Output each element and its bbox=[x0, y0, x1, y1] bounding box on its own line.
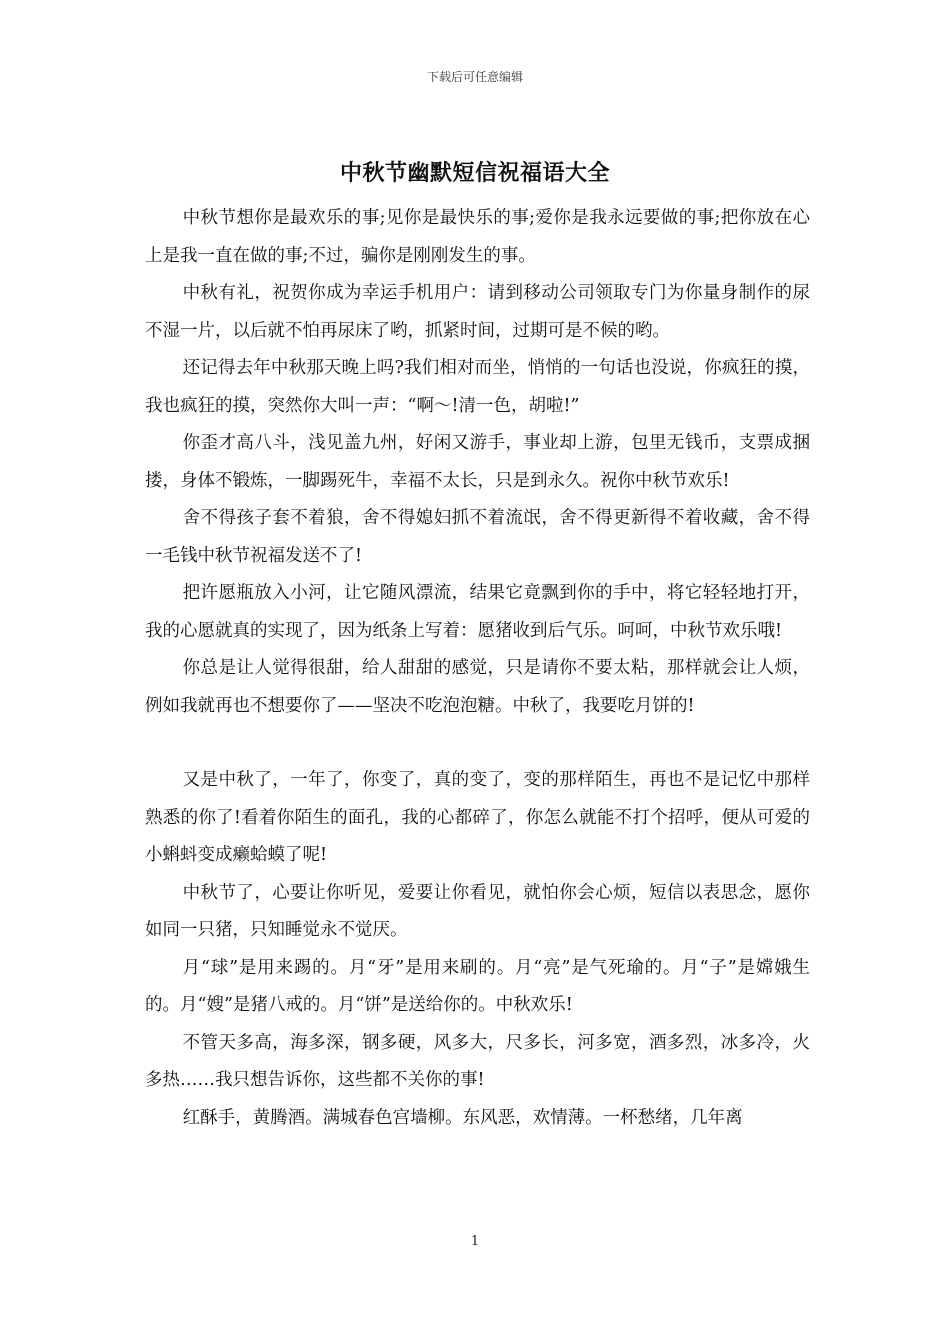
paragraph: 你歪才高八斗，浅见盖九州，好闲又游手，事业却上游，包里无钱币，支票成捆搂，身体不锻炼，一脚踢死牛，幸福不太长，只是到永久。祝你中秋节欢乐! bbox=[145, 433, 810, 491]
paragraph: 又是中秋了，一年了，你变了，真的变了，变的那样陌生，再也不是记忆中那样熟悉的你了!看着你陌生的面孔，我的心都碎了，你怎么就能不打个招呼，便从可爱的小蝌蚪变成癞蛤蟆了呢! bbox=[145, 770, 810, 865]
paragraph: 舍不得孩子套不着狼，舍不得媳妇抓不着流氓，舍不得更新得不着收藏，舍不得一毛钱中秋节祝福发送不了! bbox=[145, 508, 810, 566]
paragraph: 还记得去年中秋那天晚上吗?我们相对而坐，悄悄的一句话也没说，你疯狂的摸，我也疯狂的摸，突然你大叫一声：“啊～!清一色，胡啦!” bbox=[145, 358, 810, 416]
paragraph: 把许愿瓶放入小河，让它随风漂流，结果它竟飘到你的手中，将它轻轻地打开，我的心愿就真的实现了，因为纸条上写着：愿猪收到后气乐。呵呵，中秋节欢乐哦! bbox=[145, 583, 810, 641]
paragraph: 中秋节了，心要让你听见，爱要让你看见，就怕你会心烦，短信以表思念，愿你如同一只猪，只知睡觉永不觉厌。 bbox=[145, 882, 810, 940]
page-header: 下载后可任意编辑 bbox=[426, 70, 523, 84]
paragraph: 中秋有礼，祝贺你成为幸运手机用户：请到移动公司领取专门为你量身制作的尿不湿一片，以后就不怕再尿床了哟，抓紧时间，过期可是不候的哟。 bbox=[145, 283, 810, 341]
paragraph: 不管天多高，海多深，钢多硬，风多大，尺多长，河多宽，酒多烈，冰多冷，火多热……我只想告诉你，这些都不关你的事! bbox=[145, 1032, 810, 1090]
paragraph: 月“球”是用来踢的。月“牙”是用来刷的。月“亮”是气死瑜的。月“子”是嫦娥生的。月“嫂”是猪八戒的。月“饼”是送给你的。中秋欢乐! bbox=[145, 957, 810, 1015]
paragraph: 红酥手，黄腾酒。满城春色宫墙柳。东风恶，欢情薄。一杯愁绪，几年离 bbox=[182, 1107, 743, 1128]
document-body bbox=[145, 200, 810, 1137]
paragraph: 中秋节想你是最欢乐的事;见你是最快乐的事;爱你是我永远要做的事;把你放在心上是我一直在做的事;不过，骗你是刚刚发生的事。 bbox=[145, 208, 810, 266]
paragraph: 你总是让人觉得很甜，给人甜甜的感觉，只是请你不要太粘，那样就会让人烦，例如我就再也不想要你了——坚决不吃泡泡糖。中秋了，我要吃月饼的! bbox=[145, 658, 810, 716]
page-number: 1 bbox=[470, 1234, 480, 1249]
blank-line bbox=[145, 725, 810, 762]
document-title: 中秋节幽默短信祝福语大全 bbox=[339, 160, 610, 186]
